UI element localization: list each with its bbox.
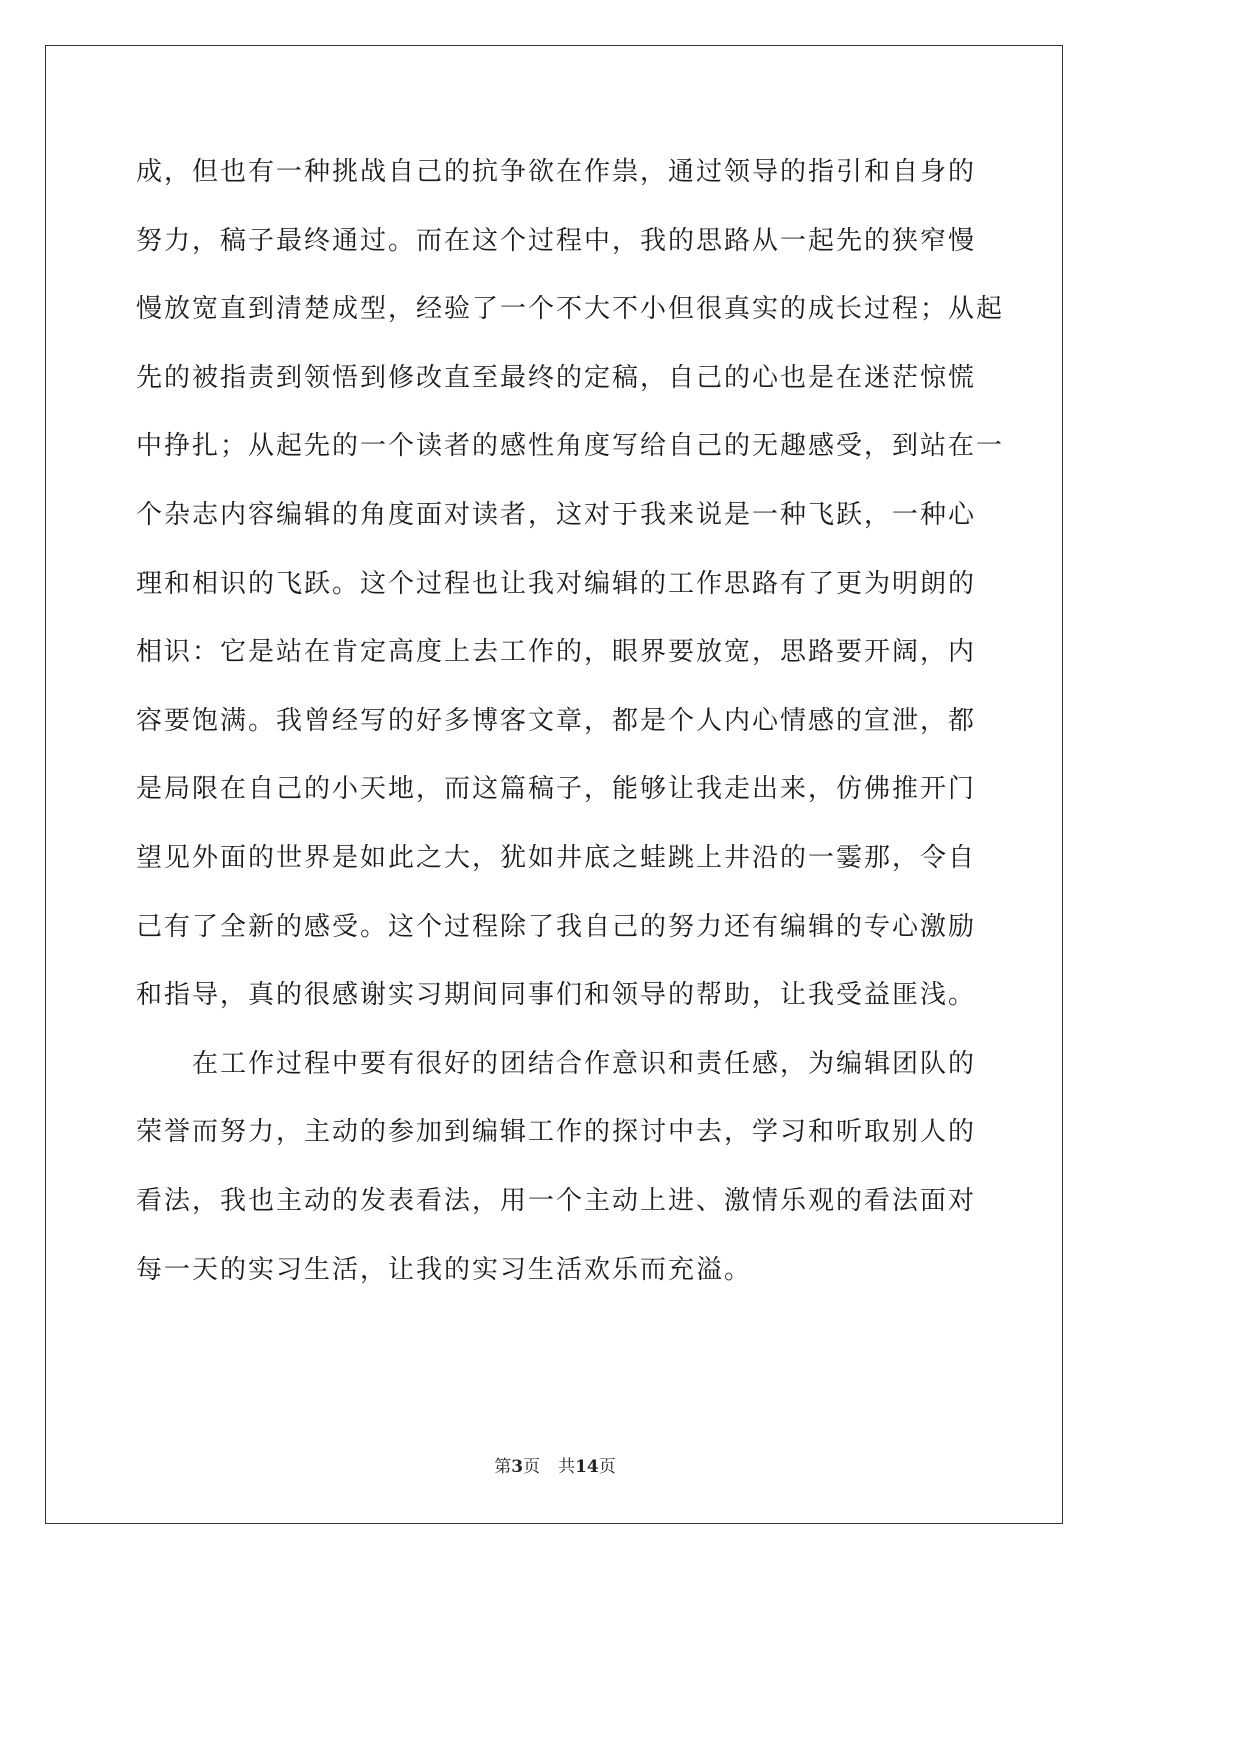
- text-line: 先的被指责到领悟到修改直至最终的定稿，自己的心也是在迷茫惊慌: [136, 362, 977, 393]
- text-line: 中挣扎；从起先的一个读者的感性角度写给自己的无趣感受，到站在一: [136, 431, 1005, 462]
- text-line: 和指导，真的很感谢实习期间同事们和领导的帮助，让我受益匪浅。: [136, 980, 977, 1011]
- text-line: 荣誉而努力，主动的参加到编辑工作的探讨中去，学习和听取别人的: [136, 1117, 977, 1148]
- total-pages: 14: [575, 1457, 599, 1477]
- text-line: 己有了全新的感受。这个过程除了我自己的努力还有编辑的专心激励: [136, 911, 977, 942]
- page-footer: [0, 1452, 1110, 1477]
- paragraph-1: [136, 138, 1005, 1030]
- page-indicator: [494, 1452, 540, 1477]
- page-prefix: 第: [494, 1457, 512, 1477]
- text-line: 是局限在自己的小天地，而这篇稿子，能够让我走出来，仿佛推开门: [136, 774, 977, 805]
- text-line: 容要饱满。我曾经写的好多博客文章，都是个人内心情感的宣泄，都: [136, 705, 977, 736]
- text-line: 相识：它是站在肯定高度上去工作的，眼界要放宽，思路要开阔，内: [136, 637, 977, 668]
- total-prefix: 共: [558, 1457, 576, 1477]
- total-suffix: 页: [598, 1457, 616, 1477]
- page-suffix: 页: [523, 1457, 541, 1477]
- document-body: [136, 138, 1005, 1304]
- text-line: 每一天的实习生活，让我的实习生活欢乐而充溢。: [136, 1254, 753, 1285]
- text-line: 成，但也有一种挑战自己的抗争欲在作祟，通过领导的指引和自身的: [136, 157, 977, 187]
- text-line: 理和相识的飞跃。这个过程也让我对编辑的工作思路有了更为明朗的: [136, 568, 977, 599]
- total-pages-indicator: [558, 1452, 616, 1477]
- text-line: 慢放宽直到清楚成型，经验了一个不大不小但很真实的成长过程；从起: [136, 294, 1005, 325]
- text-line: 看法，我也主动的发表看法，用一个主动上进、激情乐观的看法面对: [136, 1185, 977, 1216]
- page-number: 3: [511, 1457, 524, 1477]
- text-line: 努力，稿子最终通过。而在这个过程中，我的思路从一起先的狭窄慢: [136, 225, 977, 256]
- text-line: 望见外面的世界是如此之大，犹如井底之蛙跳上井沿的一霎那，令自: [136, 842, 977, 873]
- text-line: 个杂志内容编辑的角度面对读者，这对于我来说是一种飞跃，一种心: [136, 499, 977, 530]
- text-line: 在工作过程中要有很好的团结合作意识和责任感，为编辑团队的: [192, 1048, 977, 1079]
- paragraph-2: [136, 1030, 976, 1304]
